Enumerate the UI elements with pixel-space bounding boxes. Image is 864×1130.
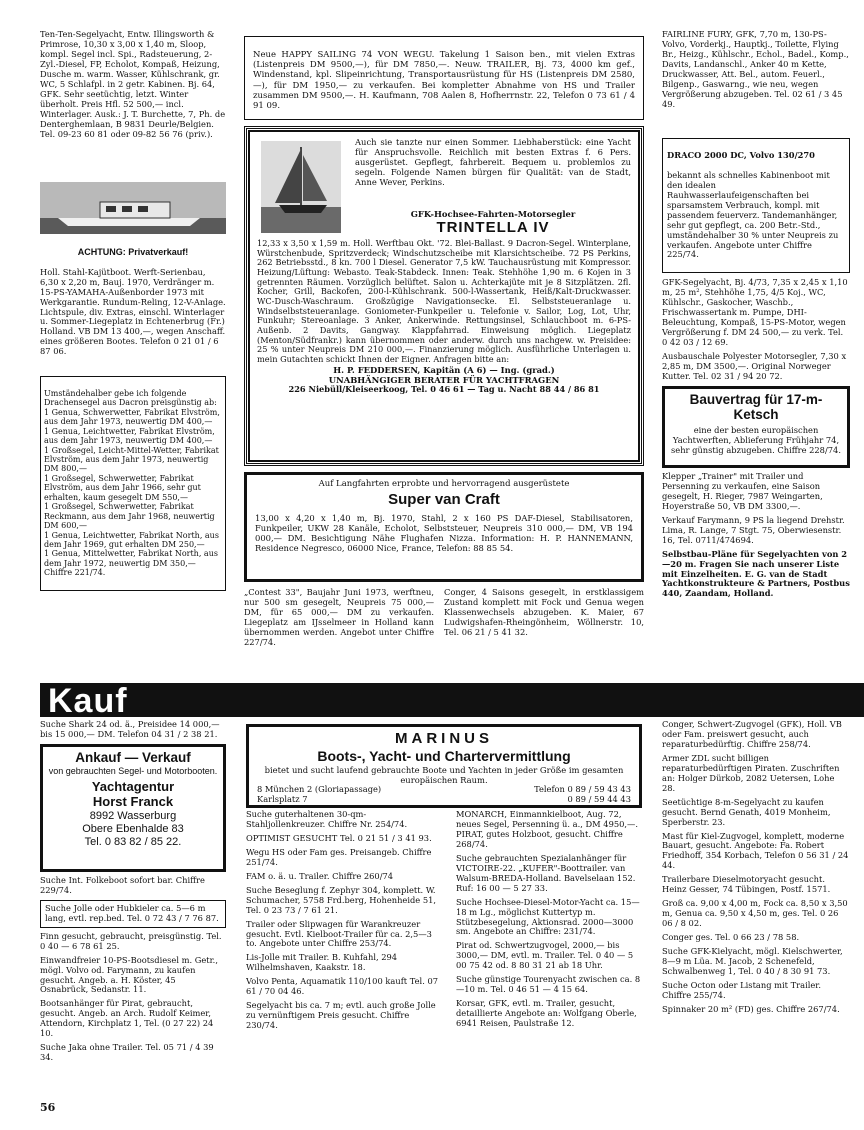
trintella-address: 226 Niebüll/Kleiseerkoog, Tel. 0 46 61 — Tag u. Nacht 88 44 / 86 81 — [288, 383, 600, 394]
bottom-midright-column — [456, 810, 644, 1116]
supervan-body: 13,00 x 4,20 x 1,40 m, Bj. 1970, Stahl, 2 x 160 PS DAF-Diesel, Stabilisatoren, Funkpeiler, UKW 28 Kanäle, Echolot, Selbststeuer, Neupreis 310 000,— DM, VB 194 000,— DM. Besichtigung Nähe Flughafen Nizza. Information: H. P. HANNEMANN, Residence Negresco, 06000 Nice, France, Telefon: 88 85 54. — [255, 513, 633, 554]
trintella-intro: Auch sie tanzte nur einen Sommer. Liebhaberstück: eine Yacht für Anspruchsvolle. Reichlich mit besten Extras f. 6 Pers. ausgerüstet. Gepflegt, fahrbereit. Bequem u. problemlos zu segeln. Folgende Namen bürgen für Qualität: van de Stadt, Anne Wever, Perkins. — [355, 137, 631, 188]
ad-conger: Conger, 4 Saisons gesegelt, in erstklassigem Zustand komplett mit Fock und Genua wegen Klassenwechsels abzugeben. K. Maier, 67 Ludwigshafen-Rheingönheim, Wöllnerstr. 10, Tel. 06 21 / 5 41 32. — [444, 587, 644, 637]
ad-monarch: MONARCH, Einmannkielboot, Aug. 72, neues Segel, Persenning ü. a., DM 4950,—. PIRAT, gutes Holzboot, gesucht. Chiffre 268/74. — [456, 810, 638, 849]
supervan-kicker: Auf Langfahrten erprobte und hervorragend ausgerüstete — [318, 479, 570, 489]
franck-line: Obere Ebenhalde 83 — [82, 823, 184, 836]
trintella-name: TRINTELLA IV — [436, 219, 550, 237]
marinus-subtitle: Boots-, Yacht- und Chartervermittlung — [317, 748, 571, 764]
franck-title: Ankauf — Verkauf — [75, 749, 191, 765]
ad-lis-jolle: Lis-Jolle mit Trailer. B. Kuhfahl, 294 Wilhelmshaven, Kaakstr. 18. — [246, 952, 398, 973]
franck-line: 8992 Wasserburg — [89, 810, 177, 823]
franck-line: Tel. 0 83 82 / 85 22. — [84, 836, 182, 849]
ad-spinnaker: Spinnaker 20 m² (FD) ges. Chiffre 267/74. — [662, 1003, 840, 1014]
ad-selbstbau: Selbstbau-Pläne für Segelyachten von 2—20 m. Fragen Sie nach unserer Liste mit Einzelheiten. E. G. van de Stadt Yachtkonstrukteure & Partners, Postbus 440, Zaandam, Holland. — [662, 548, 850, 599]
ad-dieselmotoryacht: Trailerbare Dieselmotoryacht gesucht. Heinz Gesser, 74 Tübingen, Postf. 1571. — [662, 874, 831, 895]
ad-segelyacht-7m: Segelyacht bis ca. 7 m; evtl. auch große Jolle zu vernünftigem Preis gesucht. Chiffre 230/74. — [246, 1000, 436, 1031]
ad-jaka: Suche Jaka ohne Trailer. Tel. 05 71 / 4 39 34. — [40, 1042, 214, 1063]
bauvertrag-title: Bauvertrag für 17-m-Ketsch — [689, 391, 823, 423]
ad-folkeboot: Suche Int. Folkeboot sofort bar. Chiffre 229/74. — [40, 874, 205, 895]
ad-pirat: Pirat od. Schwertzugvogel, 2000,— bis 3000,— DM, evtl. m. Trailer. Tel. 0 40 — 5 00 75 42 od. 8 80 31 21 ab 18 Uhr. — [456, 940, 634, 971]
ad-8m-segelyacht: Seetüchtige 8-m-Segelyacht zu kaufen gesucht. Bernd Genath, 4019 Monheim, Sperberstr. 23. — [662, 796, 831, 827]
ad-heading: DRACO 2000 DC, Volvo 130/270 — [667, 149, 815, 160]
ad-jollenkreuzer: Suche guterhaltenen 30-qm-Stahljollenkreuzer. Chiffre Nr. 254/74. — [246, 810, 408, 829]
marinus-address: 8 München 2 (Gloriapassage) — [257, 783, 382, 794]
photo-motorboat — [40, 182, 226, 234]
ad-ausbauschale: Ausbauschale Polyester Motorsegler, 7,30 x 2,85 m, DM 3500,—. Original Norweger Kutter. Tel. 02 31 / 94 20 72. — [662, 351, 847, 381]
ad-conger-zugvogel: Conger, Schwert-Zugvogel (GFK), Holl. VB oder Fam. preiswert gesucht, auch reparaturbedürftig. Chiffre 258/74. — [662, 720, 842, 749]
ad-horst-franck — [40, 744, 226, 872]
ad-hochsee-diesel: Suche Hochsee-Diesel-Motor-Yacht ca. 15—18 m Lg., möglichst Kuttertyp m. Stützbesegelung, Aktionsrad. 2000—3000 sm. Angebote an Chiffre: 231/74. — [456, 896, 640, 937]
ad-super-van-craft — [244, 472, 644, 582]
franck-line: Yachtagentur — [91, 778, 175, 794]
ad-body: bekannt als schnelles Kabinenboot mit den idealen Rauhwasserlaufeigenschaften bei sparsamstem Verbrauch, kompl. mit passendem feuerverz. Tandemanhänger, sehr gut gepflegt, ca. 200 Betr.-Std., umständehalber 30 % unter Neupreis zu verkaufen. Angebote unter Chiffre 225/74. — [667, 169, 839, 260]
trintella-firm: UNABHÄNGIGER BERATER FÜR YACHTFRAGEN — [328, 374, 560, 385]
ad-tourenyacht: Suche günstige Tourenyacht zwischen ca. 8—10 m. Tel. 0 46 51 — 4 15 64. — [456, 974, 641, 995]
top-left-column — [40, 30, 226, 670]
bottom-right-column — [662, 720, 850, 1116]
trintella-body: 12,33 x 3,50 x 1,59 m. Holl. Werftbau Okt. '72. Blei-Ballast. 9 Dacron-Segel. Winterplane, Würstchenbude, Spritzverdeck; Windschutzscheibe mit Klarsichtscheibe. 72 PS Perkins, 262 Betriebsstd., 8 kn. 700 l Diesel. Generator 7,5 kW. Tauchausrüstung mit Kompressor. Heizung/Lüftung: Webasto. Teak-Stabdeck. Innen: Teak. Stehhöhe 1,90 m. 6 Kojen in 3 getrennten Räumen. Vorzüglich belüftet. Salon u. Achterkajüte mit je 8 Sitzplätzen. 2fl. Kocher, Grill, Backofen, 200-l-Kühlschrank. 500-l-Wassertank, Heiß/Kalt-Druckwasser. WC-Dusch-Waschraum. Großzügige Navigationsecke. El. Selbststeueranlage u. Windselbststeueranlage. Goniometer-Funkpeiler u. Telefonie v. Sailor, Log, Lot, Uhr, Funkuhr; Stereoanlage. 3 Anker, Ankerwinde. Rettungsinsel, Schlauchboot m. 6-PS-Außenb. 2 Davits, Gangway. Klappfahrrad. Einweisung möglich. Liegeplatz (Menton/Südfrankr.) kann übernommen oder anderw. durch uns nachgew. w. Preisidee: 25 % unter Neupreis DM 210 000,—. Finanzierung möglich. Ausführliche Unterlagen u. mein Gutachten schickt Ihnen der Eigner. Anfragen bitte an: — [257, 238, 631, 365]
marinus-text: bietet und sucht laufend gebrauchte Boote und Yachten in jeder Größe im gesamten europäischen Raum. — [264, 764, 624, 785]
motorboat-image — [40, 182, 226, 234]
franck-line: Horst Franck — [92, 794, 174, 810]
franck-line: von gebrauchten Segel- und Motorbooten. — [48, 766, 218, 777]
ad-mast: Mast für Kiel-Zugvogel, komplett, moderne Bauart, gesucht. Angebote: Fa. Robert Friedhoff, 354 Korbach, Telefon 0 56 31 / 24 44. — [662, 830, 849, 871]
ad-contest-33: „Contest 33", Baujahr Juni 1973, werftneu, nur 500 sm gesegelt, Neupreis 75 000,— DM, für 65 000,— DM zu verkaufen. Liegeplatz am IJsselmeer in Holland kann übernommen werden. Angebot unter Chiffre 227/74. — [244, 587, 434, 647]
supervan-name: Super van Craft — [388, 491, 500, 509]
section-banner — [40, 682, 864, 720]
marinus-phone: 0 89 / 59 44 43 — [567, 793, 631, 804]
ad-volvo-penta: Volvo Penta, Aquamatik 110/100 kauft Tel. 07 61 / 70 04 46. — [246, 976, 439, 997]
ad-korsar: Korsar, GFK, evtl. m. Trailer, gesucht, detaillierte Angebote an: Wolfgang Oberle, 6941 Reisen, Paulstraße 12. — [456, 998, 637, 1029]
section-title: Kauf — [48, 682, 128, 720]
sailboat-image — [261, 141, 341, 233]
ad-body: Holl. Stahl-Kajütboot. Werft-Serienbau, 6,30 x 2,20 m, Bauj. 1970, Verdränger m. 15-PS-YAMAHA-Außenborder 1973 mit Werkgarantie. Rundum-Reling, 12-V-Anlage. Lichtspule, div. Extras, einschl. Winterlager u. Sommer-Liegeplatz in Echtenerbrug (Fr.) Holland. VB DM 13 400,—, wegen Anschaff. eines größeren Bootes. Telefon 0 21 01 / 6 87 06. — [40, 266, 226, 357]
marinus-address: Karlsplatz 7 — [257, 793, 308, 804]
ad-shark: Suche Shark 24 od. ä., Preisidee 14 000,— bis 15 000,— DM. Telefon 04 31 / 2 38 21. — [40, 720, 220, 739]
trintella-kicker: GFK-Hochsee-Fahrten-Motorsegler — [410, 209, 576, 219]
ad-jolle-hubkieler: Suche Jolle oder Hubkieler ca. 5—6 m lang, evtl. rep.bed. Tel. 0 72 43 / 7 76 87. — [40, 900, 226, 928]
bottom-left-column — [40, 720, 226, 1116]
ad-victoire: Suche gebrauchten Spezialanhänger für VICTOIRE-22. „KUFER"-Boottrailer. van Walsum-BREDA-Holland. Bavelselaan 152. Ruf: 16 00 — 5 27 33. — [456, 852, 636, 893]
ad-bootsdiesel: Einwandfreier 10-PS-Bootsdiesel m. Getr., mögl. Volvo od. Farymann, zu kaufen gesucht. Angeb. a. H. Köster, 45 Osnabrück, Sedanstr. 11. — [40, 954, 218, 995]
ad-marinus — [246, 724, 642, 808]
ad-privatverkauf — [40, 237, 226, 372]
marinus-title: MARINUS — [395, 730, 493, 747]
ad-gfk-segelyacht: GFK-Segelyacht, Bj. 4/73, 7,35 x 2,45 x 1,10 m, 25 m², Stehhöhe 1,75, 4/5 Koj., WC, Kühlschr., Gaskocher, Waschb., Frischwassertank m. Pumpe, DHI-Beleuchtung, Kompaß, 15-PS-Motor, wegen Vergrößerung f. DM 24 500,— zu verk. Tel. 0 42 03 / 12 69. — [662, 277, 848, 348]
top-right-column — [662, 30, 850, 670]
ad-conger-ges: Conger ges. Tel. 0 66 23 / 78 58. — [662, 932, 800, 943]
ad-heading: ACHTUNG: Privatverkauf! — [77, 246, 189, 257]
ad-wegu: Wegu HS oder Fam ges. Preisangeb. Chiffre 251/74. — [246, 846, 432, 867]
ad-zephyr: Suche Beseglung f. Zephyr 304, komplett. W. Schumacher, 5758 Frd.berg, Hohenheide 51, Tel. 0 23 73 / 7 61 21. — [246, 884, 437, 915]
ad-happy-sailing — [244, 36, 644, 120]
ad-farymann: Verkauf Farymann, 9 PS la liegend Drehstr. Lima, R. Lange, 7 Stgt. 75, Oberwiesenstr. 16, Tel. 0711/474694. — [662, 514, 845, 545]
ad-trintella — [244, 126, 644, 466]
ad-klepper: Klepper „Trainer" mit Trailer und Persenning zu verkaufen, eine Saison gesegelt, H. Rieger, 7987 Weingarten, Hoyerstraße 50, VB DM 3300,—. — [662, 470, 823, 511]
ad-body: Umständehalber gebe ich folgende Drachensegel aus Dacron preisgünstig ab: 1 Genua, Schwerwetter, Fabrikat Elvström, aus dem Jahr 1973, neuwertig DM 400,— 1 Genua, Leichtwetter, Fabrikat Elvström, aus dem Jahr 1973, neuwertig DM 400,— 1 Großsegel, Leicht-Mittel-Wetter, Fabrikat Elvström, aus dem Jahr 1973, neuwertig DM 800,— 1 Großsegel, Schwerwetter, Fabrikat Elvström, aus dem Jahr 1966, sehr gut erhalten, kaum gesegelt DM 550,— 1 Großsegel, Schwerwetter, Fabrikat Reckmann, aus dem Jahr 1968, neuwertig DM 600,— 1 Genua, Leichtwetter, Fabrikat North, aus dem Jahr 1969, gut erhalten DM 250,— 1 Genua, Mittelwetter, Fabrikat North, aus dem Jahr 1972, neuwertig DM 350,— Chiffre 221/74. — [44, 388, 220, 578]
page-number: 56 — [40, 1101, 56, 1114]
ad-finn: Finn gesucht, gebraucht, preisgünstig. Tel. 0 40 — 6 78 61 25. — [40, 930, 222, 951]
ad-fam: FAM o. ä. u. Trailer. Chiffre 260/74 — [246, 870, 394, 881]
bottom-midleft-column — [246, 810, 442, 1116]
ad-slipwagen: Trailer oder Slipwagen für Warankreuzer gesucht. Evtl. Kielboot-Trailer für ca. 2,5—3 to. Angebote unter Chiffre 253/74. — [246, 918, 432, 949]
ad-bauvertrag — [662, 386, 850, 468]
ad-gfk-kielyacht: Suche GFK-Kielyacht, mögl. Kielschwerter, 8—9 m Lüa. M. Jacob, 2 Schenefeld, Schwalbenweg 1, Tel. 0 40 / 8 30 91 73. — [662, 946, 843, 976]
ad-fairline: FAIRLINE FURY, GFK, 7,70 m, 130-PS-Volvo, Vorderkj., Hauptkj., Toilette, Flying Br., Heizg., Kühlschr., Echol., Badel., Komp., Davits, Landanschl., Anker 40 m Kette, Druckwasser, Att. Bel., autom. Feuerl., Bilgenp., Gaswarng., wie neu, wegen Vergrößerung abzugeben. Tel. 02 61 / 3 45 49. — [662, 30, 849, 109]
marinus-phone: Telefon 0 89 / 59 43 43 — [534, 783, 631, 794]
ad-zdl: Armer ZDL sucht billigen reparaturbedürftigen Piraten. Zuschriften an: Holger Dürkob, 2082 Uetersen, Lohe 28. — [662, 752, 840, 793]
ad-body: Neue HAPPY SAILING 74 VON WEGU. Takelung 1 Saison ben., mit vielen Extras (Listenpreis DM 9500,—), für DM 7850,—. Neuw. TRAILER, Bj. 73, 4000 km gef., Windenstand, kpl. Slipeinrichtung, Transportausrüstung für HS (Listenpreis DM 2580,—), für DM 1950,— zu verkaufen. Bei kompletter Abnahme von HS und Trailer zusammen DM 9500,—. H. Kaufmann, 708 Aalen 8, Hofherrnstr. 22, Telefon 0 73 61 / 4 91 09. — [253, 49, 635, 111]
ad-body: eine der besten europäischen Yachtwerften, Ablieferung Frühjahr 74, sehr günstig abzugeben. Chiffre 228/74. — [671, 424, 841, 455]
photo-sailboat — [261, 141, 341, 233]
ad-segel-gross: Groß ca. 9,00 x 4,00 m, Fock ca. 8,50 x 3,50 m, Genua ca. 9,50 x 4,50 m, ges. Tel. 0 26 06 / 8 02. — [662, 898, 848, 929]
trintella-contact: H. P. FEDDERSEN, Kapitän (A 6) — Ing. (grad.) — [333, 364, 555, 375]
ad-drachensegel — [40, 376, 226, 591]
ad-optimist: OPTIMIST GESUCHT Tel. 0 21 51 / 3 41 93. — [246, 832, 432, 843]
ad-ten-ten: Ten-Ten-Segelyacht, Entw. Illingsworth & Primrose, 10,30 x 3,00 x 1,40 m, Sloop, kompl. Segel incl. Spi., Radsteuerung, 2-Zyl.-Diesel, FP, Echolot, Kompaß, Heizung, Dusche m. warm. Wasser, Kühlschrank, gr. WC, 5 Schlafpl. in 2 getr. Kabinen. Bj. 64, GFK. Sehr seetüchtig, letzt. Winter überholt. Preis Hfl. 52 500,— incl. Winterlager. Ausk.: J. T. Burchette, 7, Ph. de Denterghemlaan, B 9831 Deurle/Belgien. Tel. 09-23 60 81 oder 09-82 56 76 (priv.). — [40, 30, 226, 139]
ad-octon: Suche Octon oder Listang mit Trailer. Chiffre 255/74. — [662, 979, 821, 1000]
top-middle-column — [244, 36, 644, 670]
ad-bootsanhaenger: Bootsanhänger für Pirat, gebraucht, gesucht. Angeb. an Arch. Rudolf Keimer, Attendorn, Kirchplatz 1, Tel. (0 27 22) 24 10. — [40, 998, 214, 1039]
ad-draco — [662, 138, 850, 273]
